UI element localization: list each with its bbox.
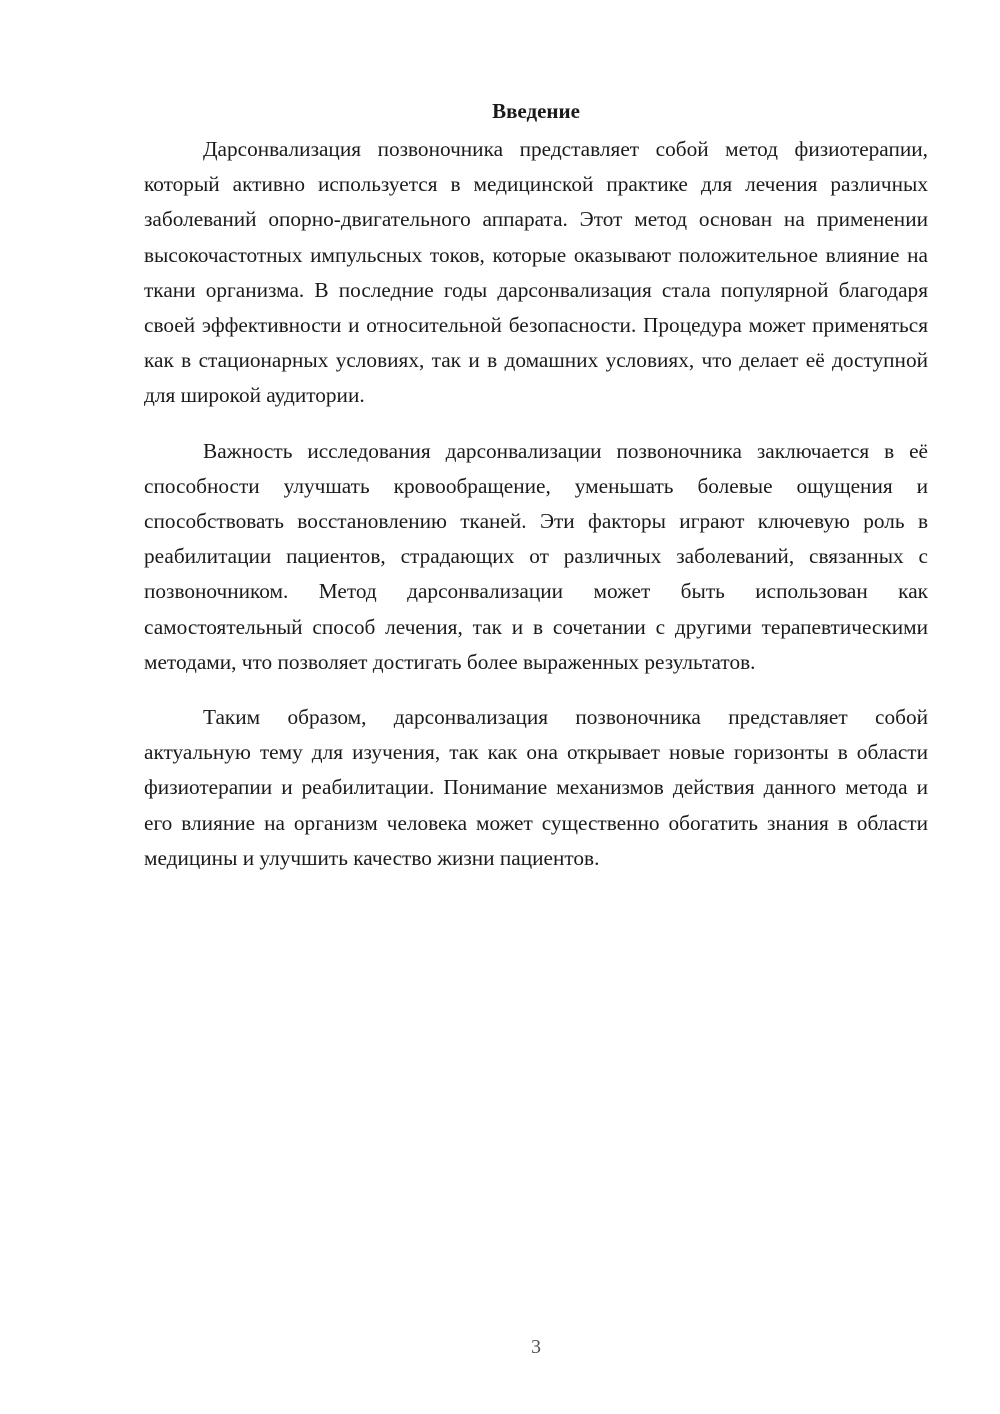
paragraph-importance: Важность исследования дарсонвализации позвоночника заключается в её способности улучшать кровообращение, уменьшать болевые ощущения и способствовать восстановлению тканей. Эти факторы играют ключевую роль в реабилитации пациентов, страдающих от различных заболеваний, связанных с позвоночником. Метод дарсонвализации может быть использован как самостоятельный способ лечения, так и в сочетании с другими терапевтическими методами, что позволяет достигать более выраженных результатов. (144, 438, 928, 674)
section-heading: Введение (492, 99, 580, 123)
page-number: 3 (531, 1336, 541, 1358)
paragraph-intro: Дарсонвализация позвоночника представляет собой метод физиотерапии, который активно используется в медицинской практике для лечения различных заболеваний опорно-двигательного аппарата. Этот метод основан на применении высокочастотных импульсных токов, которые оказывают положительное влияние на ткани организма. В последние годы дарсонвализация стала популярной благодаря своей эффективности и относительной безопасности. Процедура может применяться как в стационарных условиях, так и в домашних условиях, что делает её доступной для широкой аудитории. (144, 137, 928, 408)
paragraph-conclusion: Таким образом, дарсонвализация позвоночника представляет собой актуальную тему для изучения, так как она открывает новые горизонты в области физиотерапии и реабилитации. Понимание механизмов действия данного метода и его влияние на организм человека может существенно обогатить знания в области медицины и улучшить качество жизни пациентов. (144, 705, 928, 870)
page-content (144, 96, 928, 896)
